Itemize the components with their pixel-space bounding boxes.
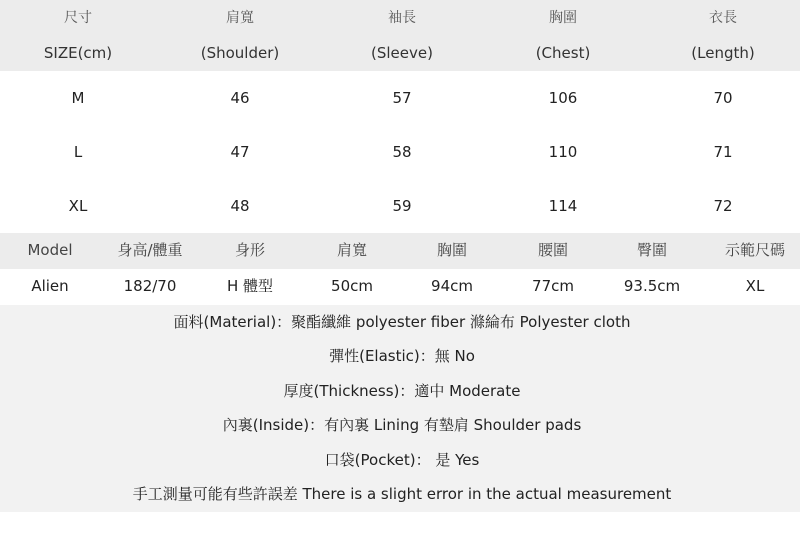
shoulder-header: 肩寬 — [336, 241, 368, 259]
demo-size-header: 示範尺碼 — [724, 241, 786, 259]
chest-header-en: (Chest) — [535, 44, 591, 62]
waist-header: 腰圍 — [537, 241, 569, 259]
size-cell: L — [73, 143, 83, 161]
size-table-body — [0, 71, 800, 233]
model-table-row — [0, 269, 800, 305]
length-header-cn: 衣長 — [709, 10, 737, 26]
bottom-margin — [0, 512, 800, 547]
sleeve-header-en: (Sleeve) — [371, 44, 433, 62]
chest-header: 胸圍 — [436, 241, 468, 259]
demo-size-value: XL — [745, 277, 765, 295]
shoulder-header-cn: 肩寬 — [226, 10, 254, 26]
model-header: Model — [27, 241, 73, 259]
sleeve-cell: 58 — [392, 143, 412, 161]
length-header-en: (Length) — [691, 44, 755, 62]
shoulder-value: 50cm — [331, 277, 373, 295]
material-note: 面料(Material)：聚酯纖維 polyester fiber 滌綸布 Polyester cloth — [173, 313, 631, 331]
body-shape-header: 身形 — [234, 241, 266, 259]
sleeve-header-cn: 袖長 — [388, 10, 416, 26]
shoulder-cell: 48 — [230, 197, 250, 215]
inside-note: 內裏(Inside)：有內裏 Lining 有墊肩 Shoulder pads — [222, 416, 582, 434]
length-cell: 70 — [713, 89, 733, 107]
height-weight-header: 身高/體重 — [117, 241, 183, 259]
size-table-header — [0, 0, 800, 71]
height-weight-value: 182/70 — [123, 277, 177, 295]
sleeve-cell: 57 — [392, 89, 412, 107]
model-name: Alien — [31, 277, 69, 295]
chest-value: 94cm — [431, 277, 473, 295]
elastic-note: 彈性(Elastic)：無 No — [329, 347, 475, 365]
chest-cell: 106 — [548, 89, 578, 107]
length-cell: 72 — [713, 197, 733, 215]
sleeve-cell: 59 — [392, 197, 412, 215]
shoulder-header-en: (Shoulder) — [200, 44, 280, 62]
shoulder-cell: 47 — [230, 143, 250, 161]
hip-header: 臀圍 — [636, 241, 668, 259]
size-header-cn: 尺寸 — [64, 10, 92, 26]
waist-value: 77cm — [532, 277, 574, 295]
shoulder-cell: 46 — [230, 89, 250, 107]
thickness-note: 厚度(Thickness)：適中 Moderate — [283, 382, 521, 400]
body-shape-value: H 體型 — [226, 277, 274, 295]
length-cell: 71 — [713, 143, 733, 161]
size-cell: XL — [68, 197, 88, 215]
chest-cell: 110 — [548, 143, 578, 161]
hip-value: 93.5cm — [623, 277, 681, 295]
chest-cell: 114 — [548, 197, 578, 215]
model-table-header — [0, 233, 800, 269]
measurement-error-note: 手工測量可能有些許誤差 There is a slight error in the actual measurement — [132, 485, 672, 503]
pocket-note: 口袋(Pocket)： 是 Yes — [324, 451, 480, 469]
size-cell: M — [71, 89, 85, 107]
product-notes — [0, 305, 800, 512]
chest-header-cn: 胸圍 — [549, 10, 577, 26]
size-header-en: SIZE(cm) — [43, 44, 113, 62]
